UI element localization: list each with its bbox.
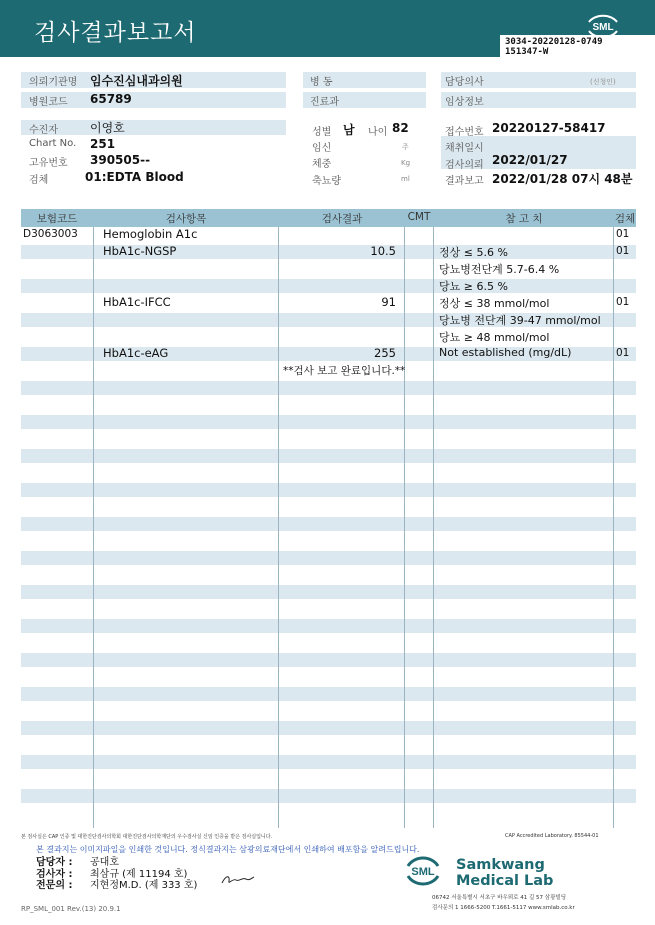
- request-label: 검사의뢰: [445, 160, 484, 171]
- age-label: 나이: [368, 127, 388, 138]
- chart-label: Chart No.: [29, 138, 77, 149]
- sex-label: 성별: [312, 127, 332, 138]
- table-row-reference-line: Not established (mg/dL): [439, 346, 572, 359]
- report-title: 검사결과보고서: [34, 20, 197, 46]
- pregnancy-unit: 주: [402, 143, 409, 151]
- table-row-reference-line: 당뇨 ≥ 48 mmol/mol: [439, 331, 550, 344]
- table-stripe: [21, 483, 636, 497]
- table-row-reference-line: 당뇨병전단계 5.7-6.4 %: [439, 263, 560, 276]
- table-row-test-name: HbA1c-IFCC: [103, 295, 171, 309]
- header-logo-text: SML: [592, 22, 614, 33]
- report-date-label: 결과보고: [445, 176, 484, 187]
- group-specimen: 01: [616, 228, 630, 240]
- table-row-reference-line: 정상 ≤ 5.6 %: [439, 246, 508, 259]
- group-insurance-code: D3063003: [23, 228, 78, 240]
- samkwang-logo-icon: [404, 852, 442, 890]
- table-row-test-name: HbA1c-NGSP: [103, 244, 177, 258]
- col-header-reference: 참 고 치: [505, 213, 543, 225]
- receipt-value: 20220127-58417: [492, 121, 606, 135]
- staff-label: 검사자 :: [36, 869, 73, 880]
- urine-label: 축뇨량: [312, 176, 341, 187]
- hospital-code-value: 65789: [90, 92, 132, 106]
- specimen-value: 01:EDTA Blood: [85, 170, 184, 184]
- staff-value: 지현정M.D. (제 333 호): [90, 880, 198, 891]
- table-stripe: [21, 415, 636, 429]
- cap-accreditation: CAP Accredited Laboratory. 85544-01: [505, 833, 599, 839]
- table-row-specimen: 01: [616, 347, 630, 359]
- unique-label: 고유번호: [29, 158, 68, 169]
- chart-value: 251: [90, 137, 116, 151]
- col-header-result: 검사결과: [321, 213, 363, 225]
- request-value: 2022/01/27: [492, 153, 568, 167]
- table-row-reference-line: 당뇨병 전단계 39-47 mmol/mol: [439, 314, 601, 327]
- institution-value: 임수진심내과의원: [90, 74, 183, 88]
- institution-label: 의뢰기관명: [29, 77, 78, 88]
- table-row-specimen: 01: [616, 245, 630, 257]
- physician-label: 담당의사: [445, 77, 484, 88]
- staff-label: 담당자 :: [36, 857, 73, 868]
- age-value: 82: [392, 121, 409, 135]
- table-row-reference-line: 당뇨 ≥ 6.5 %: [439, 280, 508, 293]
- brand-name-line2: Medical Lab: [456, 873, 554, 889]
- document-id: 3034-20220128-0749 151347-W: [505, 37, 603, 57]
- table-row-reference-line: 정상 ≤ 38 mmol/mol: [439, 297, 550, 310]
- table-stripe: [21, 381, 636, 395]
- department-label: 진료과: [310, 97, 339, 108]
- urine-unit: ml: [401, 175, 410, 183]
- table-stripe: [21, 619, 636, 633]
- table-stripe: [21, 551, 636, 565]
- ward-label: 병 동: [310, 77, 333, 88]
- collect-label: 채취일시: [445, 143, 484, 154]
- print-notice: 본 결과지는 이미지파일을 인쇄한 것입니다. 정식결과지는 삼광의료재단에서 인쇄하여 배포함을 알려드립니다.: [36, 845, 420, 854]
- col-header-test-item: 검사항목: [165, 213, 207, 225]
- sex-value: 남: [343, 123, 355, 137]
- physician-hint: (신청인): [590, 78, 616, 86]
- group-test-name: Hemoglobin A1c: [103, 227, 198, 241]
- lab-address: 06742 서울특별시 서초구 바우뫼로 41 길 57 삼광빌딩: [432, 895, 567, 901]
- report-complete-note: **검사 보고 완료입니다.**: [283, 365, 406, 377]
- table-stripe: [21, 789, 636, 803]
- specimen-label: 검체: [29, 175, 49, 186]
- staff-value: 최삼규 (제 11194 호): [90, 869, 188, 880]
- unique-value: 390505--: [90, 153, 151, 167]
- signature-icon: [220, 872, 256, 886]
- table-stripe: [21, 653, 636, 667]
- patient-label: 수진자: [29, 125, 58, 136]
- staff-value: 공대호: [90, 857, 119, 868]
- table-stripe: [21, 755, 636, 769]
- hospital-code-label: 병원코드: [29, 97, 68, 108]
- lab-phone: 검사문의 1 1666-5200 T.1661-5117 www.smlab.co.kr: [432, 905, 575, 911]
- document-revision-code: RP_SML_001 Rev.(13) 20.9.1: [21, 905, 121, 913]
- brand-name-line1: Samkwang: [456, 857, 545, 873]
- table-stripe: [21, 721, 636, 735]
- table-stripe: [21, 449, 636, 463]
- table-stripe: [21, 687, 636, 701]
- weight-unit: Kg: [401, 159, 411, 167]
- table-stripe: [21, 279, 636, 293]
- table-stripe: [21, 517, 636, 531]
- table-row-result: 10.5: [370, 244, 396, 258]
- footer-logo-text: SML: [411, 866, 435, 878]
- report-date-value: 2022/01/28 07시 48분: [492, 172, 633, 186]
- table-row-test-name: HbA1c-eAG: [103, 346, 169, 360]
- receipt-label: 접수번호: [445, 127, 484, 138]
- col-header-cmt: CMT: [407, 211, 431, 223]
- table-row-specimen: 01: [616, 296, 630, 308]
- weight-label: 체중: [312, 159, 332, 170]
- table-row-result: 255: [374, 346, 396, 360]
- staff-label: 전문의 :: [36, 880, 73, 891]
- col-header-insurance-code: 보험코드: [36, 213, 78, 225]
- certification-note: 본 검사실은 CAP 인증 및 대한진단검사의학회 대한진단검사의학재단의 우수검사실 신임 인증을 받은 검사실입니다.: [21, 834, 273, 840]
- patient-value: 이영호: [90, 121, 125, 135]
- col-header-specimen: 검체: [614, 213, 636, 225]
- pregnancy-label: 임신: [312, 143, 332, 154]
- clinical-label: 임상정보: [445, 97, 484, 108]
- table-stripe: [21, 585, 636, 599]
- table-row-result: 91: [381, 295, 396, 309]
